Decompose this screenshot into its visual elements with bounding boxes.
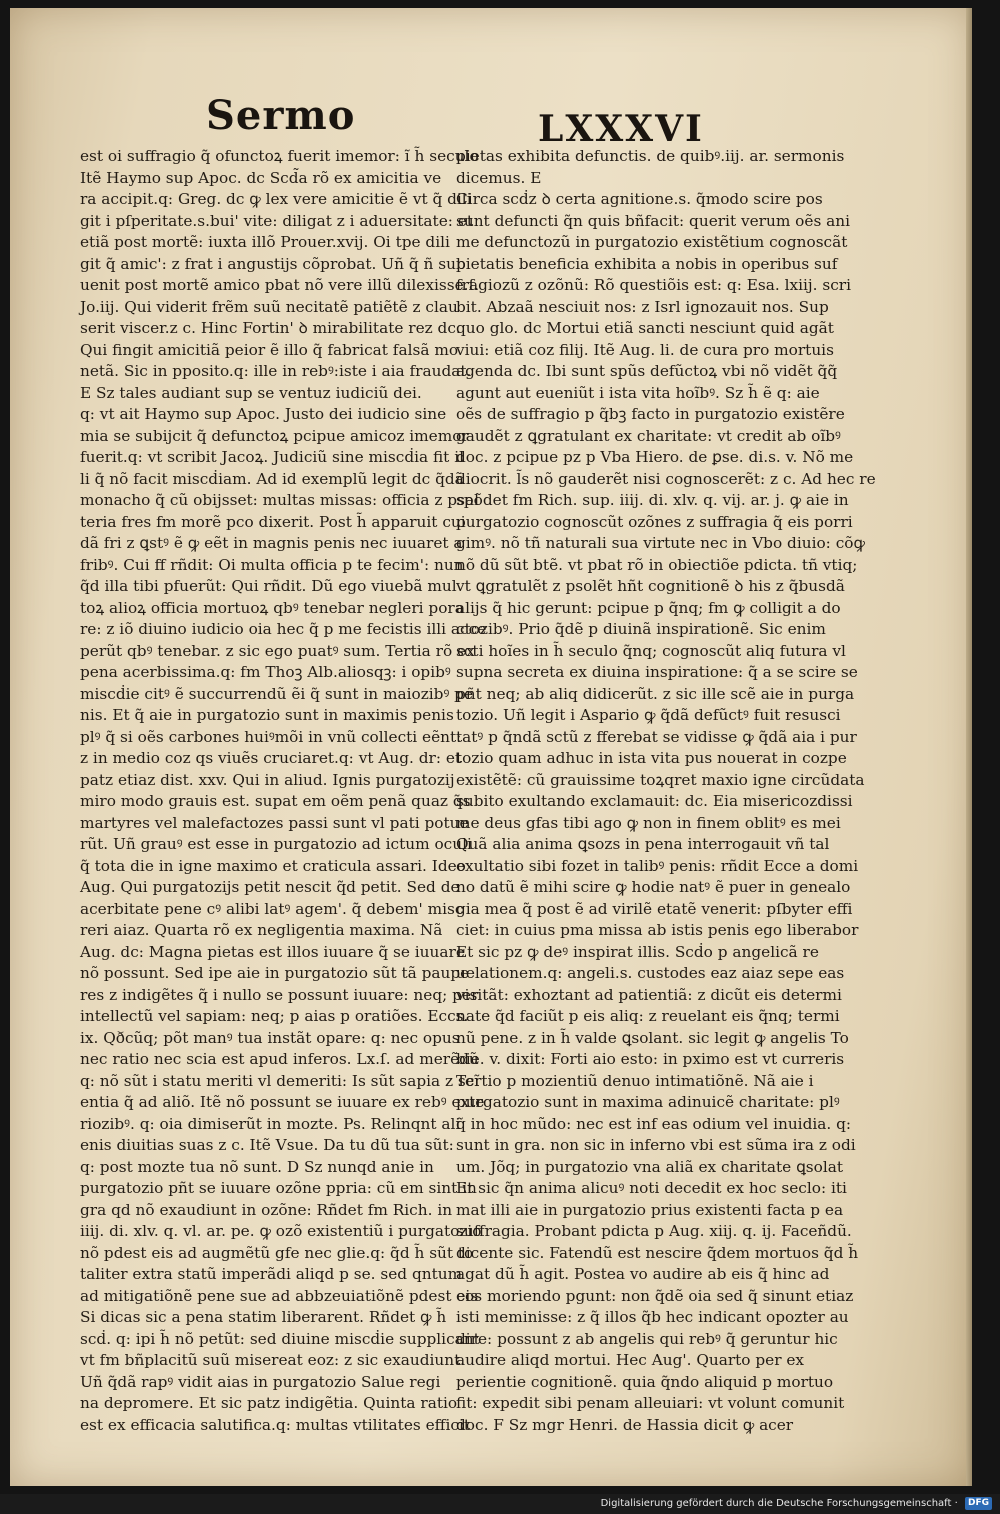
text-line: ciet: in cuius pma missa ab istis penis ego liberabor — [456, 921, 859, 939]
text-line: agenda dc. Ibi sunt spũs defũctoꝝ vbi nõ vidẽt q̃q̃ — [456, 362, 838, 380]
text-line: iiij. di. xlv. q. vl. ar. pe. ꝙ ozõ existentiũ i purgatozio — [80, 1222, 482, 1240]
text-line: netã. Sic in pposito.q: ille in rebꝰ:iste i aia fraudat. — [80, 362, 472, 380]
text-line: agunt aut eueniũt i ista vita hoĩbꝰ. Sz h̃ ẽ q: aie — [456, 383, 820, 402]
text-line: tozio quam adhuc in ista vita pus nouerat in cozpe — [456, 749, 847, 767]
text-line: Et sic q̃n anima alicuꝰ noti decedit ex hoc seclo: iti — [456, 1179, 847, 1197]
text-line: fit: expedit sibi penam alleuiari: vt volunt comunit — [456, 1394, 845, 1412]
text-line: purgatozio pñt se iuuare ozõne ppria: cũ em sint in — [80, 1179, 477, 1197]
text-line: gra qd nõ exaudiunt in ozõne: Rñdet fm Rich. in — [80, 1200, 453, 1219]
text-line: li q̃ nõ facit miscḋiam. Ad id exemplũ legit dc q̃dã — [80, 469, 464, 488]
text-line: martyres vel malefactozes passi sunt vl pati potue — [80, 813, 469, 832]
running-head-right: LXXXVI — [538, 108, 704, 150]
text-line: me deus gfas tibi ago ꝙ non in finem oblitꝰ es mei — [456, 813, 841, 832]
text-line: q: nõ sũt i statu meriti vl demeriti: Is sũt sapia z scĩ — [80, 1071, 480, 1090]
text-line: acerbitate pene cꝰ alibi latꝰ agem'. q̃ debem' misc — [80, 899, 464, 918]
text-line: nate q̃d faciũt p eis aliq: z reuelant eis q̃nq; termi — [456, 1007, 840, 1025]
text-line: dã fri z ꝗstꝰ ẽ ꝙ eẽt in magnis penis nec iuuaret a — [80, 534, 463, 552]
text-line: suffragia. Probant pdicta p Aug. xiij. q. ij. Faceñdũ. — [456, 1222, 852, 1240]
book-page — [10, 8, 972, 1486]
text-line: scti hoĩes in h̃ seculo q̃nq; cognoscũt aliq futura vl — [456, 641, 846, 660]
text-line: fragiozũ z ozõnũ: Rõ questiõis est: q: Esa. lxiij. scri — [456, 276, 852, 294]
text-line: visitãt: exhoztant ad patientiã: z dicũt eis determi — [456, 985, 842, 1004]
text-line: quo glo. dc Mortui etiã sancti nesciunt quid agãt — [456, 319, 834, 337]
text-line: doc. F Sz mgr Henri. de Hassia dicit ꝙ acer — [456, 1415, 794, 1434]
text-line: patz etiaz dist. xxv. Qui in aliud. Ignis purgatozij — [80, 770, 455, 789]
text-line: um. Jõq; in purgatozio vna aliã ex charitate ꝗsolat — [456, 1157, 843, 1176]
text-line: Et sic pz ꝙ deꝰ inspirat illis. Scḋo p angelicã re — [456, 942, 819, 961]
text-line: fribꝰ. Cui ff rñdit: Oi multa officia p te fecim': nun — [80, 555, 464, 574]
text-line: Si dicas sic a pena statim liberarent. Rñdet ꝙ h̃ — [80, 1308, 447, 1326]
footer-credit: Digitalisierung gefördert durch die Deutsche Forschungsgemeinschaft · — [600, 1498, 958, 1509]
text-line: eos moriendo pgunt: non q̃dẽ oia sed q̃ sinunt etiaz — [456, 1286, 854, 1305]
text-line: nõ pdest eis ad augmẽtũ gfe nec glie.q: q̃d h̃ sũt to — [80, 1243, 474, 1262]
text-line: vt fm bñplacitũ suũ misereat eoz: z sic exaudiunt. — [80, 1351, 466, 1369]
text-line: toꝝ alioꝝ officia mortuoꝝ qbꝰ tenebar negleri pora — [80, 598, 464, 617]
text-line: mia se subijcit q̃ defunctoꝝ pcipue amicoz imemor — [80, 426, 469, 445]
text-line: purgatozio sunt in maxima adinuicẽ charitate: plꝰ — [456, 1093, 840, 1111]
text-line: dicemus. E — [456, 168, 542, 187]
text-line: spõdet fm Rich. sup. iiij. di. xlv. q. vij. ar. j. ꝙ aie in — [456, 491, 849, 509]
text-line: pietatis beneficia exhibita a nobis in operibus suf — [456, 254, 838, 273]
text-line: ctozibꝰ. Prio q̃dẽ p diuinã inspirationẽ. Sic enim — [456, 620, 826, 638]
text-line: ra accipit.q: Greg. dc ꝙ lex vere amicitie ẽ vt q̃ dili — [80, 190, 472, 208]
text-line: tozio. Uñ legit i Aspario ꝙ q̃dã defũctꝰ fuit resusci — [456, 706, 841, 724]
text-line: Circa scḋz ꝺ certa agnitione.s. q̃modo scire pos — [456, 190, 823, 208]
text-line: enis diuitias suas z c. Itẽ Vsue. Da tu dũ tua sũt: — [80, 1136, 454, 1154]
text-line: pñt neq; ab aliq didicerũt. z sic ille scẽ aie in purga — [456, 684, 855, 703]
text-line: git q̃ amic': z frat i angustijs cõprobat. Uñ q̃ ñ sub — [80, 254, 466, 273]
text-line: sunt defuncti q̃n quis bñfacit: querit verum oẽs ani — [456, 211, 851, 230]
text-line: pietas exhibita defunctis. de quibꝰ.iij. ar. sermonis — [456, 147, 845, 165]
text-line: bit. Abzaã nesciuit nos: z Isrl ignozauit nos. Sup — [456, 297, 829, 316]
text-line: viui: etiã coz filij. Itẽ Aug. li. de cura pro mortuis — [456, 340, 834, 359]
text-line: miro modo grauis est. supat em oẽm penã quaz q̃s — [80, 792, 471, 810]
text-line: sunt in gra. non sic in inferno vbi est sũma ira z odi — [456, 1136, 856, 1154]
text-line: oẽs de suffragio p q̃bꝫ facto in purgatozio existẽre — [456, 405, 845, 423]
text-line: gaudẽt z ꝗgratulant ex charitate: vt credit ab oĩbꝰ — [456, 426, 841, 445]
text-line: dire: possunt z ab angelis qui rebꝰ q̃ geruntur hic — [456, 1329, 838, 1348]
text-line: miscḋie citꝰ ẽ succurrendũ ẽi q̃ sunt in maiozibꝰ pe — [80, 684, 474, 703]
text-line: exultatio sibi fozet in talibꝰ penis: rñdit Ecce a domi — [456, 856, 859, 875]
text-line: scḋ. q: ipi h̃ nõ petũt: sed diuine miscḋie supplicant — [80, 1329, 480, 1348]
text-line: na depromere. Et sic patz indigẽtia. Quinta ratio — [80, 1394, 458, 1412]
text-line: q: post mozte tua nõ sunt. D Sz nunqd anie in — [80, 1157, 434, 1176]
text-line: nec ratio nec scia est apud inferos. Lx.ſ. ad merẽdũ — [80, 1050, 479, 1068]
text-line: intellectũ vel sapiam: neq; p aias p oratiões. Eccs. — [80, 1007, 469, 1025]
text-line: perũt qbꝰ tenebar. z sic ego puatꝰ sum. Tertia rõ ex — [80, 641, 475, 660]
text-line: re: z iõ diuino iudicio oia hec q̃ p me fecistis illi acce — [80, 620, 487, 638]
text-line: reri aiaz. Quarta rõ ex negligentia maxima. Nã — [80, 921, 443, 939]
text-line: serit viscer.z c. Hinc Fortin' ꝺ mirabilitate rez dc. — [80, 319, 461, 337]
text-line: q: vt ait Haymo sup Apoc. Justo dei iudicio sine — [80, 405, 447, 423]
page-edge — [966, 8, 972, 1486]
text-column-right — [456, 146, 876, 1436]
text-line: perientie cognitionẽ. quia q̃ndo aliquid p mortuo — [456, 1372, 834, 1391]
text-line: nõ possunt. Sed ipe aie in purgatozio sũt tã paupe — [80, 964, 470, 982]
text-line: est oi suffragio q̃ ofunctoꝝ fuerit imemor: ĩ h̃ seculo — [80, 147, 479, 165]
text-line: Uñ q̃dã rapꝰ vidit aias in purgatozio Salue regi — [80, 1372, 441, 1391]
text-line: pena acerbissima.q: fm Thoꝫ Alb.aliosqꝫ: i opibꝰ — [80, 663, 451, 681]
text-line: diocrit. l̃s nõ gauderẽt nisi cognoscerẽt: z c. Ad hec re — [456, 469, 876, 488]
text-line: fuerit.q: vt scribit Jacoꝝ. Judiciũ sine miscḋia fit il — [80, 448, 464, 466]
text-line: gimꝰ. nõ tñ naturali sua virtute nec in Vbo diuio: cõꝙ — [456, 534, 865, 552]
text-line: uenit post mortẽ amico pbat nõ vere illũ dilexisse.ſ. — [80, 276, 480, 294]
text-line: bie. v. dixit: Forti aio esto: in pximo est vt curreris — [456, 1050, 845, 1068]
text-line: plꝰ q̃ si oẽs carbones huiꝰmõi in vnũ collecti eẽnt: — [80, 727, 462, 746]
text-line: subito exultando exclamauit: dc. Eia misericozdissi — [456, 792, 853, 810]
text-line: res z indigẽtes q̃ i nullo se possunt iuuare: neq; per — [80, 985, 479, 1004]
footer-bar — [0, 1494, 1000, 1514]
text-line: tatꝰ p q̃ndã sctũ z fferebat se vidisse ꝙ q̃dã aia i pur — [456, 727, 857, 746]
text-line: doc. z pcipue pz p Vba Hiero. de ꝑse. di.s. v. Nõ me — [456, 448, 854, 466]
text-line: audire aliqd mortui. Hec Aug'. Quarto per ex — [456, 1351, 805, 1369]
text-line: q̃d illa tibi pfuerũt: Qui rñdit. Dũ ego viuebã mul — [80, 577, 457, 595]
text-line: q̃ in hoc mũdo: nec est inf eas odium vel inuidia. q: — [456, 1114, 852, 1133]
text-line: supna secreta ex diuina inspiratione: q̃ a se scire se — [456, 663, 858, 681]
text-line: riozibꝰ. q: oia dimiserũt in mozte. Ps. Relinqnt ali — [80, 1114, 461, 1133]
text-column-left — [80, 146, 487, 1436]
text-line: alijs q̃ hic gerunt: pcipue p q̃nq; fm ꝙ colligit a do — [456, 598, 841, 617]
text-line: uelationem.q: angeli.s. custodes eaz aiaz sepe eas — [456, 964, 845, 982]
text-line: Tertio p mozientiũ denuo intimatiõnẽ. Nã aie i — [456, 1071, 814, 1090]
text-line: agat dũ h̃ agit. Postea vo audire ab eis q̃ hinc ad — [456, 1265, 830, 1283]
text-line: nũ pene. z in h̃ valde ꝗsolant. sic legit ꝙ angelis To — [456, 1028, 849, 1047]
text-line: Aug. dc: Magna pietas est illos iuuare q̃ se iuuare — [80, 942, 465, 961]
text-line: git i pſperitate.s.bui' vite: diligat z i aduersitate: et — [80, 211, 473, 230]
text-line: q̃ tota die in igne maximo et craticula assari. Ideo — [80, 856, 466, 875]
text-line: purgatozio cognoscũt ozõnes z suffragia q̃ eis porri — [456, 512, 853, 531]
text-line: Aug. Qui purgatozijs petit nescit q̃d petit. Sed de — [80, 878, 460, 896]
text-line: dicente sic. Fatendũ est nescire q̃dem mortuos q̃d h̃ — [456, 1243, 859, 1262]
text-line: existẽtẽ: cũ grauissime toꝝqret maxio igne circũdata — [456, 770, 865, 789]
text-line: Quã alia anima ꝗsozs in pena interrogauit vñ tal — [456, 835, 830, 853]
text-line: isti meminisse: z q̃ illos q̃b hec indicant opozter au — [456, 1308, 849, 1326]
text-line: no datũ ẽ mihi scire ꝙ hodie natꝰ ẽ puer in genealo — [456, 878, 851, 896]
text-line: teria fres fm morẽ pco dixerit. Post h̃ apparuit cui — [80, 512, 466, 531]
text-line: nõ dũ sũt btẽ. vt pbat rõ in obiectiõe pdicta. tñ vtiq; — [456, 555, 858, 574]
text-line: mat illi aie in purgatozio prius existenti facta p ea — [456, 1200, 844, 1219]
text-line: entia q̃ ad aliõ. Itẽ nõ possunt se iuuare ex rebꝰ exte — [80, 1093, 485, 1111]
text-line: z in medio coz qs viuẽs cruciaret.q: vt Aug. dr: et — [80, 749, 462, 767]
text-line: Qui fingit amicitiã peior ẽ illo q̃ fabricat falsã mo — [80, 340, 459, 359]
text-line: E Sz tales audiant sup se ventuz iudiciũ dei. — [80, 383, 422, 402]
text-line: Itẽ Haymo sup Apoc. dc Scd̃a rõ ex amicitia ve — [80, 168, 442, 187]
text-line: etiã post mortẽ: iuxta illõ Prouer.xvij. Oi tpe dili — [80, 233, 450, 251]
text-line: nis. Et q̃ aie in purgatozio sunt in maximis penis — [80, 706, 454, 724]
dfg-logo-icon: DFG — [965, 1497, 992, 1510]
running-head-left: Sermo — [206, 92, 356, 139]
text-line: monacho q̃ cũ obijsset: multas missas: officia z psal — [80, 491, 479, 509]
text-line: Jo.iij. Qui viderit frẽm suũ necitatẽ patiẽtẽ z clau — [80, 297, 458, 316]
text-line: gia mea q̃ post ẽ ad virilẽ etatẽ venerit: pſbyter effi — [456, 899, 853, 918]
text-line: me defunctozũ in purgatozio existẽtium cognoscãt — [456, 233, 848, 251]
text-line: est ex efficacia salutifica.q: multas vtilitates efficit — [80, 1415, 471, 1434]
text-line: rũt. Uñ grauꝰ est esse in purgatozio ad ictum oculi — [80, 835, 472, 853]
text-line: ad mitigatiõnẽ pene sue ad abbzeuiatiõnẽ pdest eis — [80, 1286, 479, 1305]
text-line: ix. Qðcũq; põt manꝰ tua instãt opare: q: nec opus — [80, 1028, 460, 1047]
text-line: taliter extra statũ imperãdi aliqd p se. sed qntum — [80, 1265, 463, 1283]
text-line: vt ꝗgratulẽt z psolẽt hñt cognitionẽ ꝺ his z q̃busdã — [456, 577, 845, 595]
